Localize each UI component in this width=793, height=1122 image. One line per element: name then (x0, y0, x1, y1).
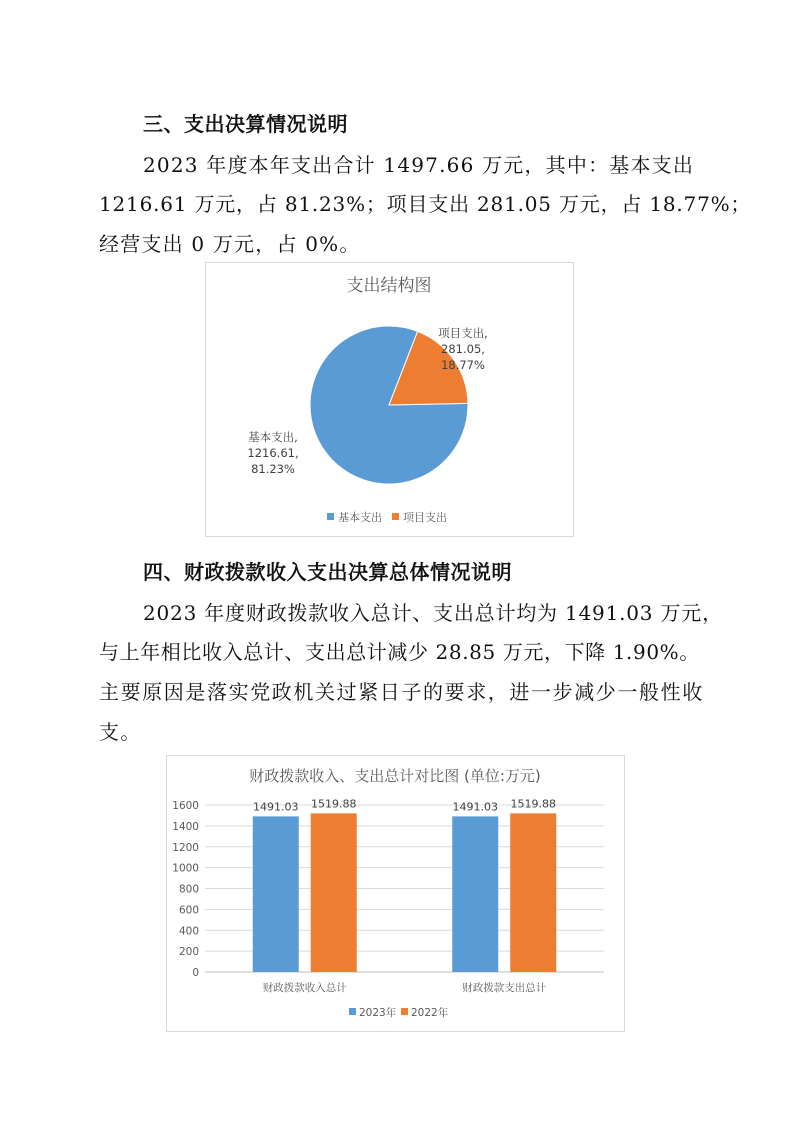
pie-legend-swatch-project (392, 513, 399, 520)
bar-chart-x-axis (263, 981, 547, 994)
y-tick-label: 1600 (172, 800, 199, 812)
y-tick-label: 200 (178, 946, 199, 959)
section4-heading: 四、财政拨款收入支出决算总体情况说明 (143, 560, 512, 584)
y-tick-label: 600 (178, 904, 199, 917)
bar-legend-swatch-2022 (401, 1008, 408, 1015)
pie-legend-swatch-basic (327, 513, 334, 520)
bar-legend-label-2023: 2023年 (359, 1007, 397, 1019)
bar-chart-container (166, 755, 625, 1032)
y-tick-label: 800 (178, 883, 199, 896)
y-tick-label: 1200 (172, 841, 199, 854)
pie-chart-title: 支出结构图 (346, 276, 432, 296)
pie-chart (206, 263, 573, 536)
y-tick-label: 0 (192, 967, 199, 979)
section4-line-3: 主要原因是落实党政机关过紧日子的要求，进一步减少一般性收 (99, 680, 704, 704)
bar-chart-title: 财政拨款收入、支出总计对比图 (单位:万元) (249, 767, 541, 785)
pie-label-project-name: 项目支出, (438, 326, 488, 340)
section3-line-2: 1216.61 万元，占 81.23%；项目支出 281.05 万元，占 18.77%； (99, 192, 752, 216)
pie-label-project-percent: 18.77% (441, 358, 485, 372)
bar-legend-swatch-2023 (349, 1008, 356, 1015)
bar-2022年-财政拨款支出总计 (510, 813, 556, 972)
pie-legend-label-basic: 基本支出 (338, 511, 382, 524)
y-tick-label: 1400 (172, 820, 199, 833)
section3-heading: 三、支出决算情况说明 (143, 112, 348, 136)
bar-2022年-财政拨款收入总计 (311, 813, 357, 972)
bar-legend-label-2022: 2022年 (411, 1007, 449, 1019)
bar-2023年-财政拨款收入总计 (253, 816, 299, 972)
bar-chart-bars (253, 797, 557, 972)
bar-data-label: 1491.03 (253, 800, 299, 814)
bar-data-label: 1519.88 (311, 797, 357, 811)
y-tick-label: 1000 (172, 862, 199, 875)
bar-data-label: 1491.03 (452, 800, 498, 814)
pie-chart-container (205, 262, 574, 537)
section4-line-2: 与上年相比收入总计、支出总计减少 28.85 万元，下降 1.90%。 (99, 640, 700, 664)
x-tick-label: 财政拨款收入总计 (262, 982, 347, 994)
pie-legend-label-project: 项目支出 (403, 511, 447, 524)
y-tick-label: 400 (178, 925, 199, 938)
x-tick-label: 财政拨款支出总计 (462, 982, 547, 994)
pie-label-basic-name: 基本支出, (248, 430, 298, 444)
pie-label-basic-percent: 81.23% (251, 462, 295, 476)
section4-line-1: 2023 年度财政拨款收入总计、支出总计均为 1491.03 万元， (143, 601, 723, 625)
section4-line-4: 支。 (99, 720, 142, 744)
bar-chart (167, 756, 624, 1031)
bar-data-label: 1519.88 (510, 797, 556, 811)
bar-chart-y-axis (172, 800, 199, 979)
bar-2023年-财政拨款支出总计 (452, 816, 498, 972)
section3-line-1: 2023 年度本年支出合计 1497.66 万元，其中：基本支出 (143, 153, 695, 177)
section3-line-3: 经营支出 0 万元，占 0%。 (99, 232, 361, 256)
pie-label-basic-value: 1216.61, (247, 446, 299, 460)
pie-label-project-value: 281.05, (441, 342, 485, 356)
